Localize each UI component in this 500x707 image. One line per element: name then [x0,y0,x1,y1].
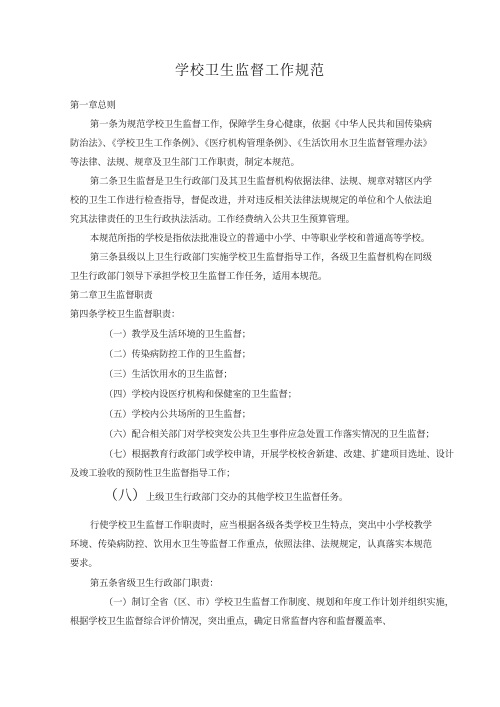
duty-item-8-text: 上级卫生行政部门交办的其他学校卫生监督任务。 [146,492,349,503]
duty-item-6: （六）配合相关部门对学校突发公共卫生事件应急处置工作落实情况的卫生监督； [104,429,435,440]
duty-item-8-marker: （八） [104,488,146,504]
duty-item-3: （三）生活饮用水的卫生监督； [104,369,233,380]
duty-item-5: （五）学校内公共场所的卫生监督； [104,409,251,420]
article-5: 第五条省级卫生行政部门职责： [90,578,219,589]
chapter-1-heading: 第一章总则 [70,100,116,111]
article-5-item-1: （一）制订全省（区、市）学校卫生监督工作制度、规划和年度工作计划并组织实施，根据学校卫生监督综合评价情况，突出重点，确定日常监督内容和监督覆盖率、 [70,597,454,627]
document-title: 学校卫生监督工作规范 [175,63,325,79]
chapter-2-heading: 第二章卫生监督职责 [70,290,153,301]
article-2: 第二条卫生监督是卫生行政部门及其卫生监督机构依据法律、法规、规章对辖区内学校的卫生工作进行检查指导，督促改进，并对违反相关法律法规规定的单位和个人依法追究其法律责任的卫生行政执法活动。工作经费纳入公共卫生预算管理。 [70,176,432,225]
article-1: 第一条为规范学校卫生监督工作，保障学生身心健康，依据《中华人民共和国传染病防治法》、《学校卫生工作条例》、《医疗机构管理条例》、《生活饮用水卫生监督管理办法》等法律、法规、规章及卫生部门工作职责，制定本规范。 [70,119,432,168]
duty-note-paragraph: 行使学校卫生监督工作职责时，应当根据各级各类学校卫生特点，突出中小学校教学环境、传染病防控、饮用水卫生等监督工作重点，依照法律、法规规定，认真落实本规范要求。 [70,520,432,569]
article-3: 第三条县级以上卫生行政部门实施学校卫生监督指导工作，各级卫生监督机构在同级卫生行政部门领导下承担学校卫生监督工作任务，适用本规范。 [70,252,432,282]
duty-item-2: （二）传染病防控工作的卫生监督； [104,349,251,360]
duty-item-1: （一）教学及生活环境的卫生监督； [104,329,251,340]
duty-item-4: （四）学校内设医疗机构和保健室的卫生监督； [104,389,297,400]
duty-item-7: （七）根据教育行政部门或学校申请，开展学校校舍新建、改建、扩建项目选址、设计及竣工验收的预防性卫生监督指导工作； [70,449,454,479]
duty-item-8 [104,485,454,509]
article-4: 第四条学校卫生监督职责： [70,309,181,320]
school-scope-paragraph: 本规范所指的学校是指依法批准设立的普通中小学、中等职业学校和普通高等学校。 [90,233,430,244]
